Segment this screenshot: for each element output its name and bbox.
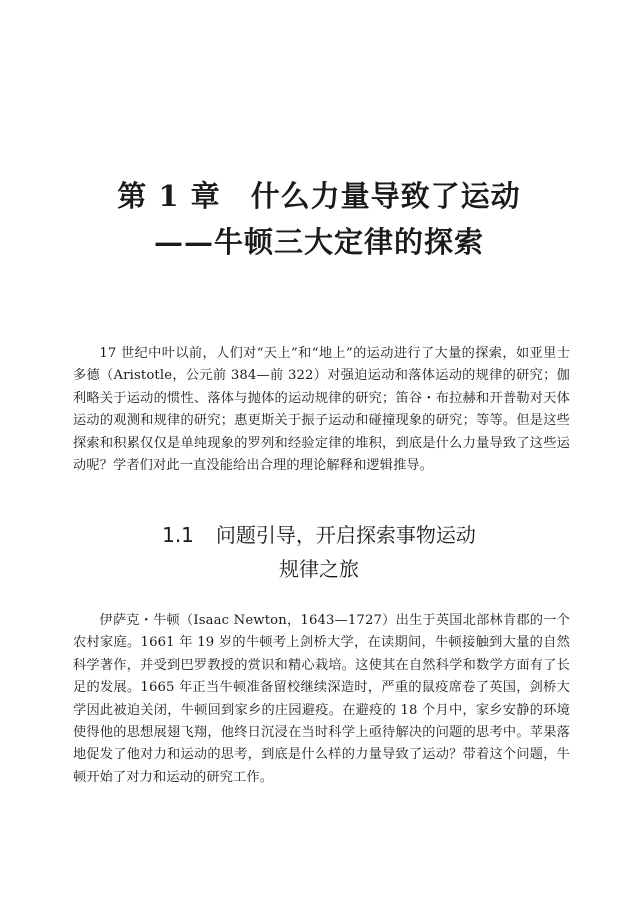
chapter-subtitle: ——牛顿三大定律的探索 <box>153 225 484 259</box>
section-number: 1.1 <box>162 523 194 547</box>
chapter-title: 什么力量导致了运动 <box>250 179 521 213</box>
section-title: 问题引导，开启探索事物运动 <box>215 523 476 547</box>
chapter-number: 第 1 章 <box>117 179 221 213</box>
section-title-line2 <box>0 553 638 585</box>
chapter-title-line <box>0 176 638 216</box>
section-title-line1 <box>0 519 638 551</box>
section-paragraph: 伊萨克・牛顿（Isaac Newton，1643—1727）出生于英国北部林肯郡的一个农村家庭。1661 年 19 岁的牛顿考上剑桥大学，在读期间，牛顿接触到大量的自然科学著作，并受到巴罗教授的赏识和精心栽培。这使其在自然科学和数学方面有了长足的发展。1665 年正当牛顿准备留校继续深造时，严重的鼠疫席卷了英国，剑桥大学因此被迫关闭，牛顿回到家乡的庄园避疫。在避疫的 18 个月中，家乡安静的环境使得他的思想展翅飞翔，他终日沉浸在当时科学上亟待解决的问题的思考中。苹果落地促发了他对力和运动的思考，到底是什么样的力量导致了运动？带着这个问题，牛顿开始了对力和运动的研究工作。 <box>73 613 570 785</box>
chapter-subtitle-line <box>0 222 638 262</box>
section-title-continued: 规律之旅 <box>279 557 359 581</box>
intro-paragraph: 17 世纪中叶以前，人们对“天上”和“地上”的运动进行了大量的探索，如亚里士多德（Aristotle，公元前 384—前 322）对强迫运动和落体运动的规律的研究；伽利略关于运动的惯性、落体与抛体的运动规律的研究；笛谷・布拉赫和开普勒对天体运动的观测和规律的研究；惠更斯关于振子运动和碰撞现象的研究；等等。但是这些探索和积累仅仅是单纯现象的罗列和经验定律的堆积，到底是什么力量导致了这些运动呢？学者们对此一直没能给出合理的理论解释和逻辑推导。 <box>73 346 570 474</box>
